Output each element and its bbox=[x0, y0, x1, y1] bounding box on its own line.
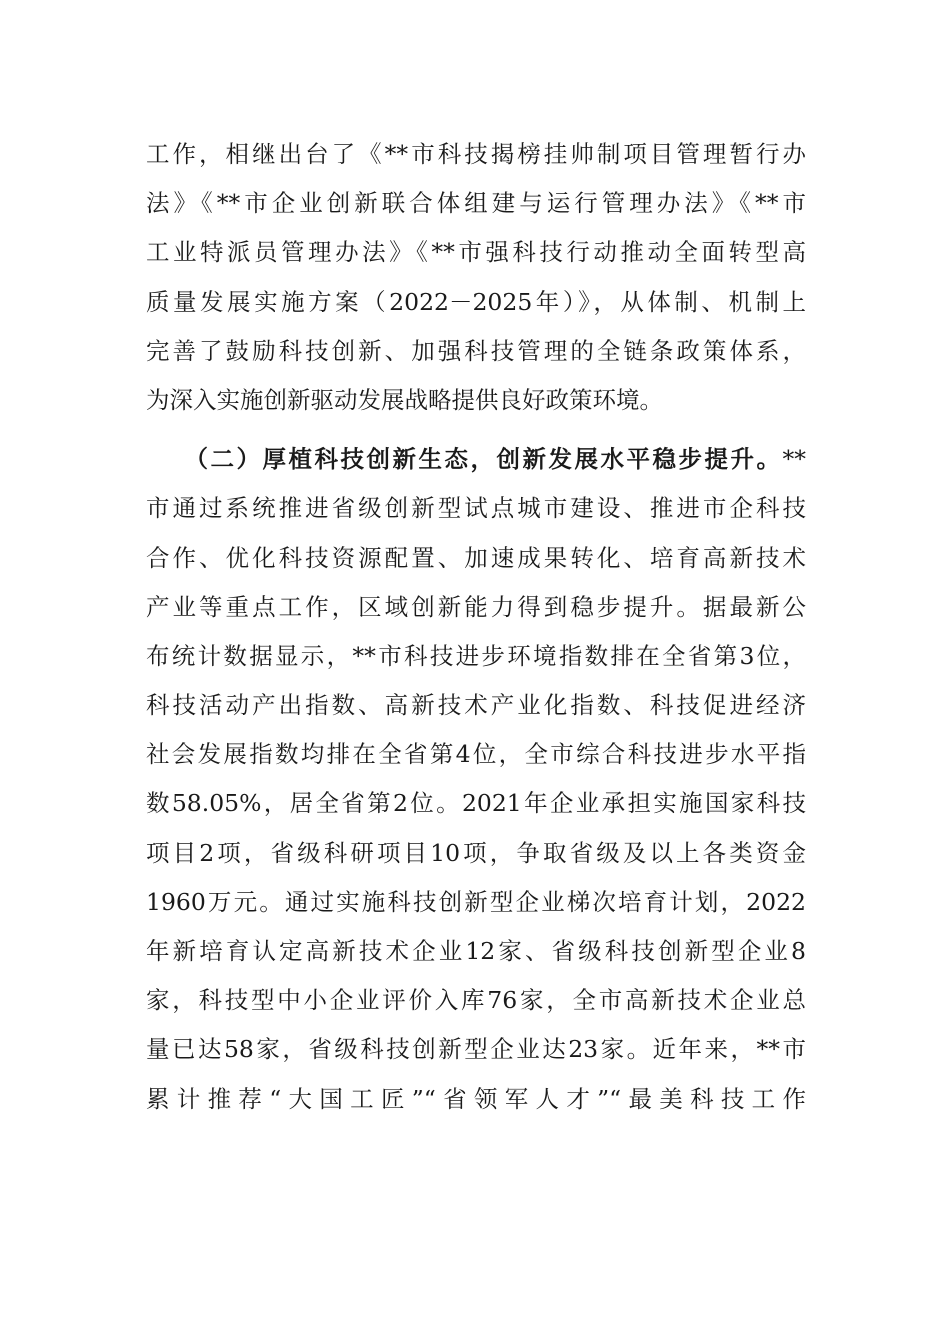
paragraph-1-line: 工业特派员管理办法》《**市强科技行动推动全面转型高 bbox=[146, 238, 806, 267]
paragraph-2-line: 市通过系统推进省级创新型试点城市建设、推进市企科技 bbox=[146, 494, 806, 523]
paragraph-1-line: 法》《**市企业创新联合体组建与运行管理办法》《**市 bbox=[146, 189, 806, 218]
document-body bbox=[146, 130, 806, 1124]
paragraph-2-line: 项目2项，省级科研项目10项，争取省级及以上各类资金 bbox=[146, 838, 806, 867]
paragraph-1-line: 质量发展实施方案（2022－2025年）》，从体制、机制上 bbox=[146, 287, 806, 316]
paragraph-1 bbox=[146, 130, 806, 425]
paragraph-gap bbox=[146, 425, 806, 435]
paragraph-2-line: 布统计数据显示，**市科技进步环境指数排在全省第3位， bbox=[146, 641, 806, 670]
paragraph-1-line: 工作，相继出台了《**市科技揭榜挂帅制项目管理暂行办 bbox=[146, 140, 806, 168]
paragraph-2-line: 量已达58家，省级科技创新型企业达23家。近年来，**市 bbox=[146, 1035, 806, 1064]
paragraph-2-line: 累计推荐“大国工匠”“省领军人才”“最美科技工作 bbox=[146, 1084, 806, 1113]
paragraph-2-line: 年新培育认定高新技术企业12家、省级科技创新型企业8 bbox=[146, 937, 806, 965]
paragraph-2-line: 产业等重点工作，区域创新能力得到稳步提升。据最新公 bbox=[146, 592, 806, 621]
paragraph-1-line: 为深入实施创新驱动发展战略提供良好政策环境。 bbox=[146, 385, 663, 414]
paragraph-1-line: 完善了鼓励科技创新、加强科技管理的全链条政策体系， bbox=[146, 336, 806, 365]
section-heading: （二）厚植科技创新生态，创新发展水平稳步提升。 bbox=[182, 445, 783, 474]
paragraph-2-line: 社会发展指数均排在全省第4位，全市综合科技进步水平指 bbox=[146, 740, 806, 769]
heading-tail-text: ** bbox=[782, 445, 806, 474]
paragraph-2-line: 数58.05%，居全省第2位。2021年企业承担实施国家科技 bbox=[146, 789, 806, 818]
section-heading-line bbox=[146, 435, 806, 484]
paragraph-2-line: 科技活动产出指数、高新技术产业化指数、科技促进经济 bbox=[146, 691, 806, 720]
paragraph-2-line: 1960万元。通过实施科技创新型企业梯次培育计划，2022 bbox=[146, 887, 806, 916]
paragraph-2-line: 家，科技型中小企业评价入库76家，全市高新技术企业总 bbox=[146, 986, 806, 1015]
paragraph-2-line: 合作、优化科技资源配置、加速成果转化、培育高新技术 bbox=[146, 543, 806, 572]
paragraph-2 bbox=[146, 435, 806, 1124]
